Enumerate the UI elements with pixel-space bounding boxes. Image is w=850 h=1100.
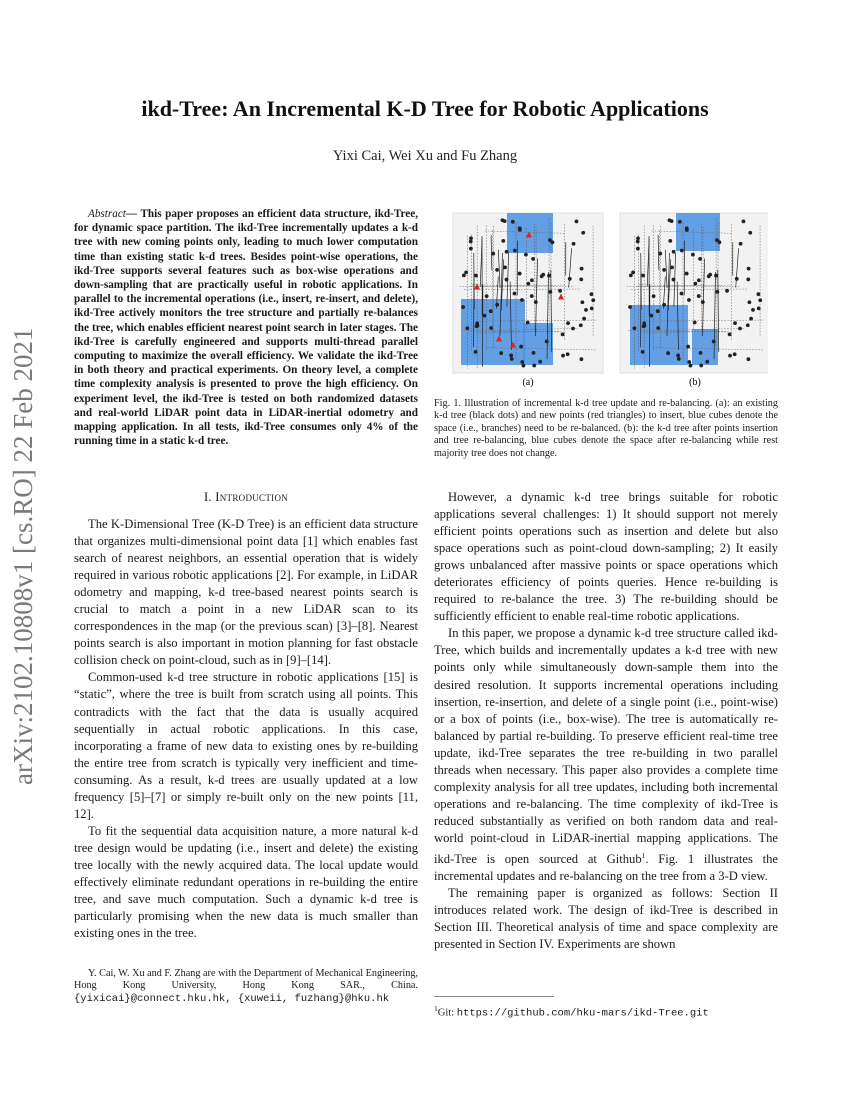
tree-point — [491, 252, 495, 256]
tree-point — [662, 303, 666, 307]
tree-point — [495, 303, 499, 307]
tree-point — [649, 314, 653, 318]
tree-point — [474, 350, 478, 354]
tree-point — [485, 294, 489, 298]
tree-point — [545, 340, 549, 344]
tree-point — [746, 277, 750, 281]
tree-point — [566, 352, 570, 356]
tree-point — [524, 253, 528, 257]
tree-point — [733, 321, 737, 325]
tree-point — [677, 357, 681, 361]
tree-point — [670, 219, 674, 223]
tree-point — [708, 273, 712, 277]
tree-point — [489, 326, 493, 330]
tree-point — [718, 240, 722, 244]
tree-point — [747, 300, 751, 304]
tree-point — [666, 351, 670, 355]
tree-point — [465, 326, 469, 330]
figure-panel-a-illustration — [453, 213, 603, 373]
tree-point — [686, 345, 690, 349]
tree-point — [551, 240, 555, 244]
tree-point — [568, 277, 572, 281]
figure-1 — [448, 205, 768, 390]
figure-panel-a-label: (a) — [522, 377, 534, 388]
github-footnote-label: Git: — [437, 1007, 457, 1019]
tree-point — [697, 278, 701, 282]
paragraph-5-tail: . Fig. 1 illustrates the incremental updates and re-balancing on the tree from a 3-D view. — [434, 852, 778, 884]
tree-point — [469, 236, 473, 240]
tree-point — [561, 332, 565, 336]
rebalance-cube — [461, 299, 525, 365]
tree-point — [733, 352, 737, 356]
tree-point — [693, 282, 697, 286]
tree-point — [522, 364, 526, 368]
tree-point — [751, 308, 755, 312]
tree-point — [747, 267, 751, 271]
tree-point — [499, 351, 503, 355]
tree-point — [670, 265, 674, 269]
tree-point — [526, 321, 530, 325]
tree-point — [738, 327, 742, 331]
tree-point — [489, 309, 493, 313]
tree-point — [482, 314, 486, 318]
tree-point — [579, 323, 583, 327]
tree-point — [691, 253, 695, 257]
tree-point — [580, 267, 584, 271]
tree-point — [532, 351, 536, 355]
tree-point — [518, 272, 522, 276]
tree-point — [656, 326, 660, 330]
arxiv-stamp-text: arXiv:2102.10808v1 [cs.RO] 22 Feb 2021 — [8, 327, 38, 785]
intro-paragraph-4: However, a dynamic k-d tree brings suitable for robotic applications several challenges: 1) It should support not merely efficient points operations such as insertion and delete but also space operations such as point-cloud down-sampling; 2) It easily grows unbalanced after massive points or space operations which deteriorates efficiency of points queries. Hence re-building is required to re-balance the tree. 3) The re-building should be sufficiently efficient to enable real-time robotic applications. — [434, 490, 778, 624]
paper-title: ikd-Tree: An Incremental K-D Tree for Robotic Applications — [141, 96, 709, 121]
intro-paragraph-1: The K-Dimensional Tree (K-D Tree) is an efficient data structure that organizes multi-dimensional point data [1] which enables fast search of nearest neighbors, an essential operation that is widely required in various robotic applications [2]. For example, in LiDAR odometry and mapping, k-d tree-based nearest points search is crucial to match a point in a new LiDAR scan to its correspondences in the map (or the previous scan) [3]–[8]. Nearest points search is also important in motion planning for fast obstacle collision check on point-cloud, such as in [9]–[14]. — [74, 517, 418, 668]
tree-point — [749, 317, 753, 321]
tree-point — [558, 289, 562, 293]
tree-point — [725, 289, 729, 293]
section-heading-introduction — [74, 490, 418, 505]
tree-point — [581, 231, 585, 235]
tree-point — [579, 357, 583, 361]
tree-point — [746, 357, 750, 361]
abstract-label: Abstract — [88, 208, 126, 220]
tree-point — [531, 257, 535, 261]
tree-point — [758, 298, 762, 302]
tree-point — [632, 326, 636, 330]
tree-point — [715, 290, 719, 294]
tree-point — [469, 240, 473, 244]
github-footnote — [434, 1004, 778, 1020]
tree-point — [701, 300, 705, 304]
tree-point — [520, 360, 524, 364]
tree-point — [668, 239, 672, 243]
tree-point — [572, 242, 576, 246]
tree-point — [652, 294, 656, 298]
tree-point — [519, 345, 523, 349]
tree-point — [672, 250, 676, 254]
right-column-body — [434, 489, 778, 953]
tree-point — [530, 278, 534, 282]
tree-point — [757, 292, 761, 296]
tree-point — [712, 340, 716, 344]
tree-point — [561, 354, 565, 358]
tree-point — [678, 220, 682, 224]
tree-point — [658, 252, 662, 256]
paper-authors: Yixi Cai, Wei Xu and Fu Zhang — [332, 148, 518, 164]
tree-point — [636, 236, 640, 240]
tree-point — [526, 282, 530, 286]
tree-point — [495, 268, 499, 272]
tree-point — [656, 309, 660, 313]
tree-point — [662, 268, 666, 272]
tree-point — [705, 360, 709, 364]
tree-point — [579, 277, 583, 281]
github-footnote-marker: 1 — [434, 1004, 438, 1013]
tree-point — [511, 220, 515, 224]
tree-point — [672, 278, 676, 282]
tree-point — [687, 360, 691, 364]
intro-paragraph-5 — [434, 625, 778, 885]
tree-point — [591, 298, 595, 302]
tree-point — [464, 270, 468, 274]
tree-point — [590, 292, 594, 296]
tree-point — [742, 219, 746, 223]
tree-point — [582, 317, 586, 321]
tree-point — [631, 270, 635, 274]
tree-point — [462, 273, 466, 277]
tree-point — [685, 228, 689, 232]
tree-point — [510, 357, 514, 361]
author-affiliation-footnote — [74, 968, 418, 1005]
tree-point — [748, 231, 752, 235]
arxiv-side-stamp — [2, 270, 42, 790]
footnote-marker: 1 — [641, 850, 646, 860]
tree-point — [680, 292, 684, 296]
abstract — [74, 207, 418, 448]
tree-point — [571, 327, 575, 331]
tree-point — [532, 364, 536, 368]
tree-point — [475, 321, 479, 325]
author-emails: {yixicai}@connect.hku.hk, {xuweii, fuzhang}@hku.hk — [74, 992, 390, 1005]
figure-panel-b-label: (b) — [689, 377, 701, 388]
tree-point — [689, 364, 693, 368]
tree-point — [757, 306, 761, 310]
tree-point — [513, 249, 517, 253]
tree-point — [513, 292, 517, 296]
tree-point — [628, 305, 632, 309]
tree-point — [530, 294, 534, 298]
tree-point — [698, 257, 702, 261]
tree-point — [509, 353, 513, 357]
tree-point — [584, 308, 588, 312]
tree-point — [538, 360, 542, 364]
tree-point — [534, 300, 538, 304]
tree-point — [575, 219, 579, 223]
left-column-body — [74, 516, 418, 942]
affiliation-text: Y. Cai, W. Xu and F. Zhang are with the Department of Mechanical Engineering, Hong Kong University, Hong Kong SAR., China. — [74, 968, 418, 992]
tree-point — [474, 274, 478, 278]
tree-point — [505, 250, 509, 254]
tree-point — [505, 278, 509, 282]
tree-point — [641, 350, 645, 354]
github-url-link[interactable]: https://github.com/hku-mars/ikd-Tree.git — [456, 1007, 709, 1020]
section-title: Introduction — [215, 490, 289, 504]
tree-point — [503, 265, 507, 269]
tree-point — [699, 351, 703, 355]
intro-paragraph-3: To fit the sequential data acquisition nature, a more natural k-d tree design would be updating (i.e., insert and delete) the existing tree locally with the newly acquired data. The local update would effectively eliminate redundant operations in re-building the entire tree, and save much computation. Such a dynamic k-d tree is particularly promising when the new data is much smaller than existing ones in the tree. — [74, 823, 418, 941]
tree-point — [590, 306, 594, 310]
tree-point — [520, 298, 524, 302]
abstract-text: — This paper proposes an efficient data structure, ikd-Tree, for dynamic space partition. The ikd-Tree incrementally updates a k-d tree with new coming points only, leading to much lower computation time than existing static k-d trees. Besides point-wise operations, the ikd-Tree supports several features such as box-wise operations and down-sampling that are practically useful in robotic applications. In parallel to the incremental operations (i.e., insert, re-insert, and delete), ikd-Tree actively monitors the tree structure and partially re-balances the tree, which enables efficient nearest point search in later stages. The ikd-Tree is carefully engineered and supports multi-thread parallel computing to maximize the overall efficiency. We validate the ikd-Tree in both theory and practical experiments. On theory level, a complete time complexity analysis is presented to prove the high efficiency. On experiment level, the ikd-Tree is tested on both randomized datasets and real-world LiDAR point data in LiDAR-inertial odometry and mapping application. In all tests, ikd-Tree consumes only 4% of the running time in a static k-d tree. — [74, 208, 418, 448]
rebalance-cube — [507, 213, 553, 253]
tree-point — [642, 321, 646, 325]
tree-point — [636, 247, 640, 251]
footnote-rule — [434, 996, 554, 997]
tree-point — [739, 242, 743, 246]
tree-point — [641, 274, 645, 278]
tree-point — [547, 274, 551, 278]
tree-point — [566, 321, 570, 325]
tree-point — [629, 273, 633, 277]
tree-point — [680, 249, 684, 253]
tree-point — [746, 323, 750, 327]
tree-point — [469, 247, 473, 251]
figure-1-caption: Fig. 1. Illustration of incremental k-d tree update and re-balancing. (a): an existing k-d tree (black dots) and new points (red triangles) to insert, blue cubes denote the space (i.e., branches) need to be re-balanced. (b): the k-d tree after points insertion and tree re-balancing, blue cubes denote the space after re-balancing while rest majority tree does not change. — [434, 398, 778, 459]
intro-paragraph-2: Common-used k-d tree structure in robotic applications [15] is “static”, where the tree is built from scratch using all points. This contradicts with the fact that the data is usually acquired sequentially in actual robotic applications. In this case, incorporating a frame of new data to existing ones by re-building the entire tree from scratch is typically very inefficient and time-consuming. As a result, k-d trees are usually updated at a low frequency [5]–[7] or simply re-built only on the new points [11, 12]. — [74, 670, 418, 821]
section-number: I. — [203, 490, 212, 504]
figure-panel-b-illustration — [620, 213, 768, 373]
tree-point — [714, 274, 718, 278]
tree-point — [728, 332, 732, 336]
tree-point — [548, 290, 552, 294]
tree-point — [518, 228, 522, 232]
tree-point — [503, 219, 507, 223]
intro-paragraph-6: The remaining paper is organized as follows: Section II introduces related work. The design of ikd-Tree is described in Section III. Theoretical analysis of time and space complexity are presented in Section IV. Experiments are shown — [434, 886, 778, 952]
tree-point — [735, 277, 739, 281]
tree-point — [676, 353, 680, 357]
tree-point — [501, 239, 505, 243]
tree-point — [541, 273, 545, 277]
tree-point — [699, 364, 703, 368]
tree-point — [697, 294, 701, 298]
tree-point — [636, 240, 640, 244]
tree-point — [461, 305, 465, 309]
tree-point — [693, 321, 697, 325]
tree-point — [685, 272, 689, 276]
paragraph-5-text: In this paper, we propose a dynamic k-d tree structure called ikd-Tree, which builds and incrementally updates a k-d tree with new points only while simultaneously down-sample them into the desired resolution. It supports incremental operations including insertion, re-insertion, and delete of a single point (i.e., point-wise) or a box of points (i.e., box-wise). The tree is automatically re-balanced by partial re-building. To preserve efficient real-time tree update, ikd-Tree separates the tree re-building in two parallel threads when necessary. This paper also provides a complete time complexity analysis for all tree updates, including both incremental operations and re-balancing. The time complexity of ikd-Tree is reduced substantially as verified on both random data and real-world point-cloud in LiDAR-inertial mapping applications. The ikd-Tree is open sourced at Github — [434, 626, 778, 867]
tree-point — [728, 354, 732, 358]
tree-point — [580, 300, 584, 304]
tree-point — [687, 298, 691, 302]
